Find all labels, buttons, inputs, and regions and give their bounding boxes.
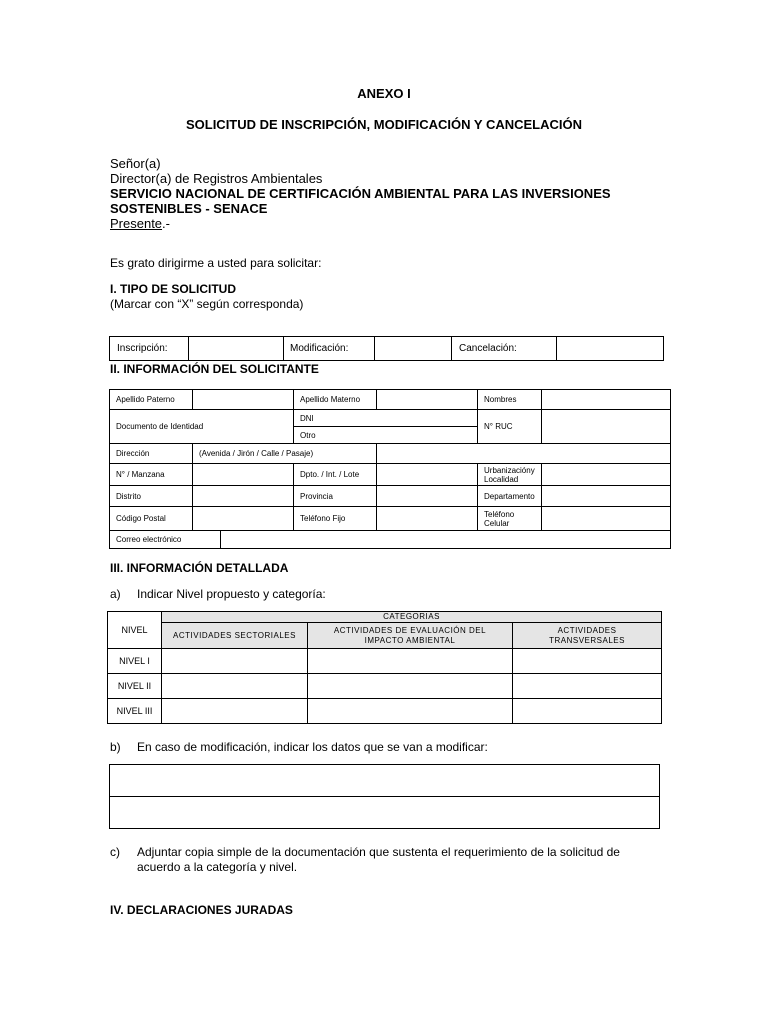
item-a-letter: a): [110, 587, 121, 601]
documento-label: Documento de Identidad: [110, 410, 294, 444]
direccion-hint: (Avenida / Jirón / Calle / Pasaje): [193, 444, 377, 464]
dpto-label: Dpto. / Int. / Lote: [294, 464, 377, 486]
telefono-celular-label: Teléfono Celular: [478, 507, 542, 531]
nombres-label: Nombres: [478, 390, 542, 410]
applicant-table: [109, 389, 671, 549]
col-evaluacion-impacto: ACTIVIDADES DE EVALUACIÓN DEL IMPACTO AMBIENTAL: [308, 623, 513, 649]
nivel-2-transversales[interactable]: [513, 674, 662, 699]
nivel-row-label: NIVEL III: [108, 699, 162, 724]
addressee-block: [110, 156, 611, 231]
correo-field[interactable]: [221, 531, 670, 548]
col-actividades-sectoriales: ACTIVIDADES SECTORIALES: [162, 623, 308, 649]
apellido-paterno-label: Apellido Paterno: [110, 390, 193, 410]
nivel-3-evaluacion[interactable]: [308, 699, 513, 724]
direccion-field[interactable]: [377, 444, 671, 464]
section-1-subtitle: (Marcar con “X” según corresponda): [110, 297, 304, 311]
document-title: SOLICITUD DE INSCRIPCIÓN, MODIFICACIÓN Y CANCELACIÓN: [185, 117, 583, 132]
distrito-field[interactable]: [193, 486, 294, 507]
telefono-fijo-label: Teléfono Fijo: [294, 507, 377, 531]
nivel-2-evaluacion[interactable]: [308, 674, 513, 699]
col-transversales: ACTIVIDADES TRANSVERSALES: [513, 623, 662, 649]
nivel-3-transversales[interactable]: [513, 699, 662, 724]
level-category-table: [107, 611, 662, 724]
modificacion-label: Modificación:: [283, 336, 375, 361]
item-a-text: Indicar Nivel propuesto y categoría:: [137, 587, 326, 601]
apellido-paterno-field[interactable]: [193, 390, 294, 410]
dpto-field[interactable]: [377, 464, 478, 486]
addressee-institution-cont: SOSTENIBLES - SENACE: [110, 201, 268, 216]
ruc-field[interactable]: [542, 410, 671, 444]
direccion-label: Dirección: [110, 444, 193, 464]
nivel-3-sectoriales[interactable]: [162, 699, 308, 724]
cancelacion-checkbox[interactable]: [556, 336, 664, 361]
section-1-title: I. TIPO DE SOLICITUD: [110, 282, 237, 296]
nivel-1-transversales[interactable]: [513, 649, 662, 674]
item-b-letter: b): [110, 740, 121, 754]
inscripcion-checkbox[interactable]: [187, 336, 284, 361]
section-2-title: II. INFORMACIÓN DEL SOLICITANTE: [110, 362, 319, 376]
addressee-institution: SERVICIO NACIONAL DE CERTIFICACIÓN AMBIENTAL PARA LAS INVERSIONES: [110, 186, 611, 201]
intro-text: Es grato dirigirme a usted para solicitar:: [110, 256, 322, 270]
nivel-row-label: NIVEL I: [108, 649, 162, 674]
urbanizacion-field[interactable]: [542, 464, 671, 486]
modificacion-checkbox[interactable]: [374, 336, 452, 361]
addressee-salutation: Señor(a): [110, 156, 161, 171]
provincia-field[interactable]: [377, 486, 478, 507]
addressee-presente: Presente.-: [110, 216, 170, 231]
request-type-row: [109, 336, 665, 361]
manzana-field[interactable]: [193, 464, 294, 486]
section-3-title: III. INFORMACIÓN DETALLADA: [110, 561, 289, 575]
item-b-text: En caso de modificación, indicar los datos que se van a modificar:: [137, 740, 488, 754]
dni-cell: [294, 410, 478, 427]
nivel-row-label: NIVEL II: [108, 674, 162, 699]
modification-field-2[interactable]: [110, 797, 660, 829]
annex-title: ANEXO I: [357, 86, 411, 101]
apellido-materno-field[interactable]: [377, 390, 478, 410]
inscripcion-label: Inscripción:: [109, 336, 189, 361]
nivel-2-sectoriales[interactable]: [162, 674, 308, 699]
modification-table: [109, 764, 660, 829]
urbanizacion-label: Urbanización y Localidad: [478, 464, 542, 486]
departamento-field[interactable]: [542, 486, 671, 507]
addressee-role: Director(a) de Registros Ambientales: [110, 171, 323, 186]
nombres-field[interactable]: [542, 390, 671, 410]
nivel-1-sectoriales[interactable]: [162, 649, 308, 674]
cancelacion-label: Cancelación:: [451, 336, 557, 361]
codigo-postal-field[interactable]: [193, 507, 294, 531]
telefono-celular-field[interactable]: [542, 507, 671, 531]
departamento-label: Departamento: [478, 486, 542, 507]
item-c-letter: c): [110, 845, 120, 859]
manzana-label: N° / Manzana: [110, 464, 193, 486]
distrito-label: Distrito: [110, 486, 193, 507]
categorias-header: CATEGORIAS: [162, 612, 662, 623]
ruc-label: N° RUC: [478, 410, 542, 444]
section-4-title: IV. DECLARACIONES JURADAS: [110, 903, 293, 917]
codigo-postal-label: Código Postal: [110, 507, 193, 531]
item-c-text: Adjuntar copia simple de la documentación que sustenta el requerimiento de la solicitud de acuerdo a la categoría y nivel.: [137, 845, 620, 874]
nivel-header: NIVEL: [108, 612, 162, 649]
otro-label: Otro: [294, 427, 478, 444]
nivel-1-evaluacion[interactable]: [308, 649, 513, 674]
apellido-materno-label: Apellido Materno: [294, 390, 377, 410]
correo-label: Correo electrónico: [110, 531, 221, 548]
provincia-label: Provincia: [294, 486, 377, 507]
modification-field-1[interactable]: [110, 765, 660, 797]
dni-label: DNI: [300, 413, 314, 423]
correo-row: [110, 531, 671, 549]
telefono-fijo-field[interactable]: [377, 507, 478, 531]
